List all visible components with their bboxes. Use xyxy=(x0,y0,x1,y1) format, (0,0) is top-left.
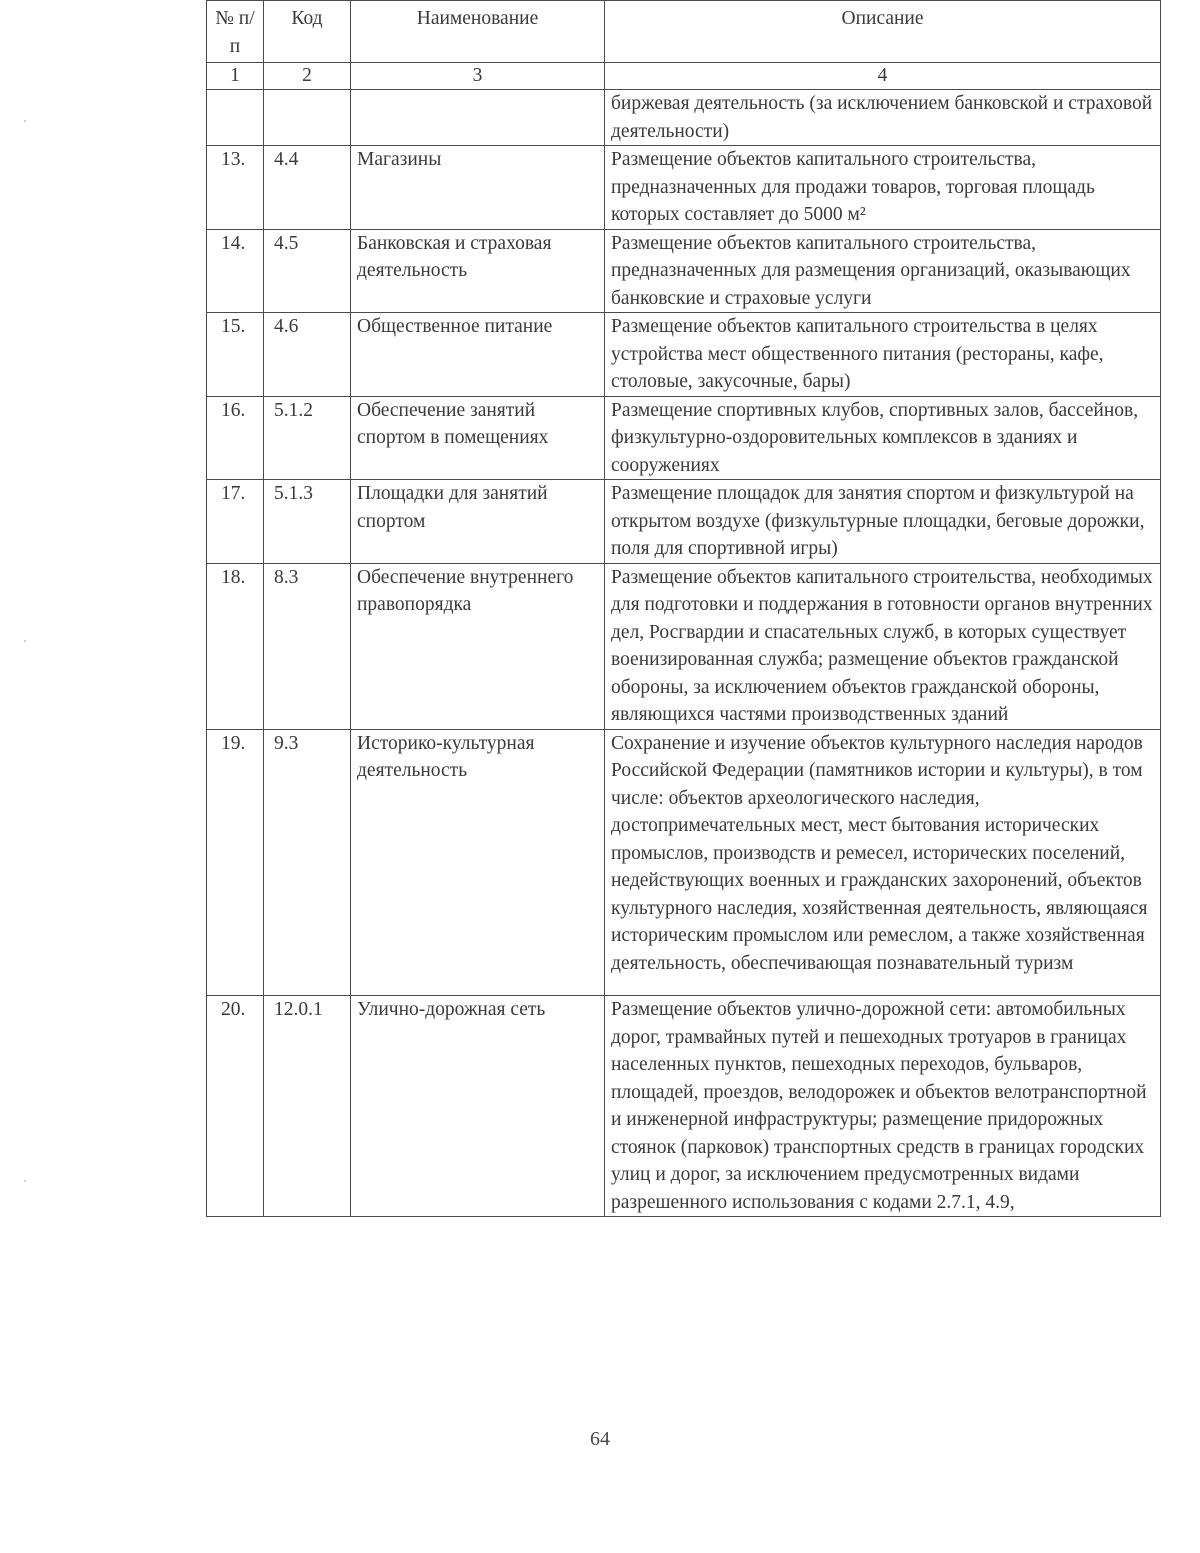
row-name: Банковская и страховая деятельность xyxy=(351,229,605,313)
row-code: 5.1.2 xyxy=(264,396,351,480)
table-row xyxy=(207,996,1161,1217)
table-row xyxy=(207,313,1161,397)
row-code: 4.6 xyxy=(264,313,351,397)
column-number: 4 xyxy=(605,63,1161,90)
land-use-table xyxy=(206,0,1161,1217)
table-row xyxy=(207,563,1161,729)
row-code: 4.4 xyxy=(264,146,351,230)
table-row xyxy=(207,146,1161,230)
row-description: Размещение объектов капитального строительства, предназначенных для продажи товаров, торговая площадь которых составляет до 5000 м² xyxy=(605,146,1161,230)
row-name: Общественное питание xyxy=(351,313,605,397)
table-row xyxy=(207,229,1161,313)
row-code: 8.3 xyxy=(264,563,351,729)
continuation-description: биржевая деятельность (за исключением банковской и страховой деятельности) xyxy=(605,90,1161,146)
row-description: Сохранение и изучение объектов культурного наследия народов Российской Федерации (памятников истории и культуры), в том числе: объектов археологического наследия, достопримечательных мест, мест бытования исторических промыслов, производств и ремесел, исторических поселений, недействующих военных и гражданских захоронений, объектов культурного наследия, хозяйственная деятельность, являющаяся историческим промыслом или ремеслом, а также хозяйственная деятельность, обеспечивающая познавательный туризм xyxy=(605,729,1161,996)
column-number: 3 xyxy=(351,63,605,90)
row-name: Обеспечение внутреннего правопорядка xyxy=(351,563,605,729)
row-description: Размещение объектов капитального строительства, предназначенных для размещения организаций, оказывающих банковские и страховые услуги xyxy=(605,229,1161,313)
row-number: 14. xyxy=(207,229,264,313)
scan-artifact xyxy=(24,640,26,642)
row-description: Размещение спортивных клубов, спортивных залов, бассейнов, физкультурно-оздоровительных комплексов в зданиях и сооружениях xyxy=(605,396,1161,480)
header-num: № п/п xyxy=(207,1,264,63)
row-description: Размещение площадок для занятия спортом и физкультурой на открытом воздухе (физкультурные площадки, беговые дорожки, поля для спортивной игры) xyxy=(605,480,1161,564)
row-name: Площадки для занятий спортом xyxy=(351,480,605,564)
row-name: Историко-культурная деятельность xyxy=(351,729,605,996)
table-row xyxy=(207,480,1161,564)
row-code: 12.0.1 xyxy=(264,996,351,1217)
header-code: Код xyxy=(264,1,351,63)
header-row xyxy=(207,1,1161,63)
row-name: Обеспечение занятий спортом в помещениях xyxy=(351,396,605,480)
column-number: 2 xyxy=(264,63,351,90)
row-number: 13. xyxy=(207,146,264,230)
table-row xyxy=(207,396,1161,480)
row-number: 17. xyxy=(207,480,264,564)
row-code: 5.1.3 xyxy=(264,480,351,564)
row-description: Размещение объектов капитального строительства в целях устройства мест общественного питания (рестораны, кафе, столовые, закусочные, бары) xyxy=(605,313,1161,397)
row-code: 4.5 xyxy=(264,229,351,313)
row-number: 20. xyxy=(207,996,264,1217)
continuation-row xyxy=(207,90,1161,146)
row-number: 18. xyxy=(207,563,264,729)
row-number: 19. xyxy=(207,729,264,996)
row-description: Размещение объектов капитального строительства, необходимых для подготовки и поддержания в готовности органов внутренних дел, Росгвардии и спасательных служб, в которых существует военизированная служба; размещение объектов гражданской обороны, за исключением объектов гражданской обороны, являющихся частями производственных зданий xyxy=(605,563,1161,729)
row-name: Магазины xyxy=(351,146,605,230)
scan-artifact xyxy=(24,120,26,122)
header-description: Описание xyxy=(605,1,1161,63)
column-number: 1 xyxy=(207,63,264,90)
header-name: Наименование xyxy=(351,1,605,63)
row-description: Размещение объектов улично-дорожной сети: автомобильных дорог, трамвайных путей и пешеходных тротуаров в границах населенных пунктов, пешеходных переходов, бульваров, площадей, проездов, велодорожек и объектов велотранспортной и инженерной инфраструктуры; размещение придорожных стоянок (парковок) транспортных средств в границах городских улиц и дорог, за исключением предусмотренных видами разрешенного использования с кодами 2.7.1, 4.9, xyxy=(605,996,1161,1217)
table-row xyxy=(207,729,1161,996)
row-number: 16. xyxy=(207,396,264,480)
scan-artifact xyxy=(24,1180,26,1182)
row-name: Улично-дорожная сеть xyxy=(351,996,605,1217)
row-number: 15. xyxy=(207,313,264,397)
column-numbering-row xyxy=(207,63,1161,90)
page-number: 64 xyxy=(590,1428,610,1450)
row-code: 9.3 xyxy=(264,729,351,996)
